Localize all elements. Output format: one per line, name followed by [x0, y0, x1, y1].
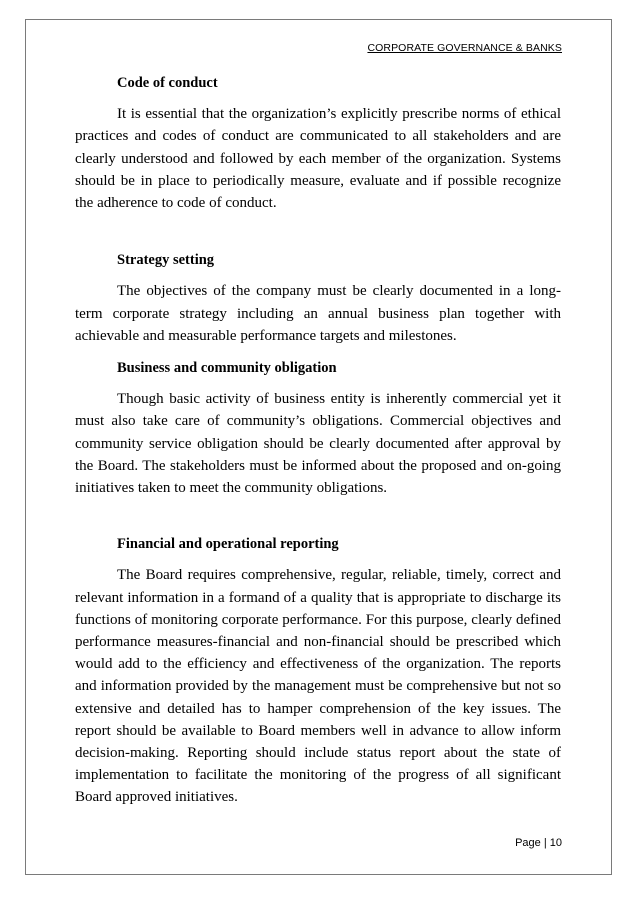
- section-strategy-setting: [75, 249, 561, 347]
- section-heading: Financial and operational reporting: [117, 536, 339, 553]
- section-paragraph: The objectives of the company must be clearly documented in a long-term corporate strategy including an annual business plan together with achievable and measurable performance targets and milestones.: [75, 283, 561, 344]
- section-financial-operational-reporting: [75, 533, 561, 808]
- page-number: Page | 10: [515, 837, 562, 849]
- section-code-of-conduct: [75, 72, 561, 214]
- section-paragraph: The Board requires comprehensive, regular, reliable, timely, correct and relevant information in a formand of a quality that is appropriate to discharge its functions of monitoring corporate performance. For this purpose, clearly defined performance measures-financial and non-financial should be prescribed which would add to the efficiency and effectiveness of the organization. The reports and information provided by the management must be comprehensive but not so extensive and detailed has to hamper comprehension of the key issues. The report should be available to Board members well in advance to allow inform decision-making. Reporting should include status report about the state of implementation to facilitate the monitoring of the progress of all significant Board approved initiatives.: [75, 567, 561, 806]
- document-body: [75, 72, 561, 809]
- section-heading: Strategy setting: [117, 252, 215, 269]
- section-business-community-obligation: [75, 357, 561, 499]
- section-paragraph: Though basic activity of business entity is inherently commercial yet it must also take care of community’s obligations. Commercial objectives and community service obligation should be clearly documented after approval by the Board. The stakeholders must be informed about the proposed and on-going initiatives taken to meet the community obligations.: [75, 391, 561, 497]
- running-header: CORPORATE GOVERNANCE & BANKS: [367, 42, 562, 54]
- section-paragraph: It is essential that the organization’s explicitly prescribe norms of ethical practices and codes of conduct are communicated to all stakeholders and are clearly understood and followed by each member of the organization. Systems should be in place to periodically measure, evaluate and if possible recognize the adherence to code of conduct.: [75, 106, 561, 212]
- section-heading: Code of conduct: [117, 75, 218, 91]
- section-heading: Business and community obligation: [117, 360, 337, 377]
